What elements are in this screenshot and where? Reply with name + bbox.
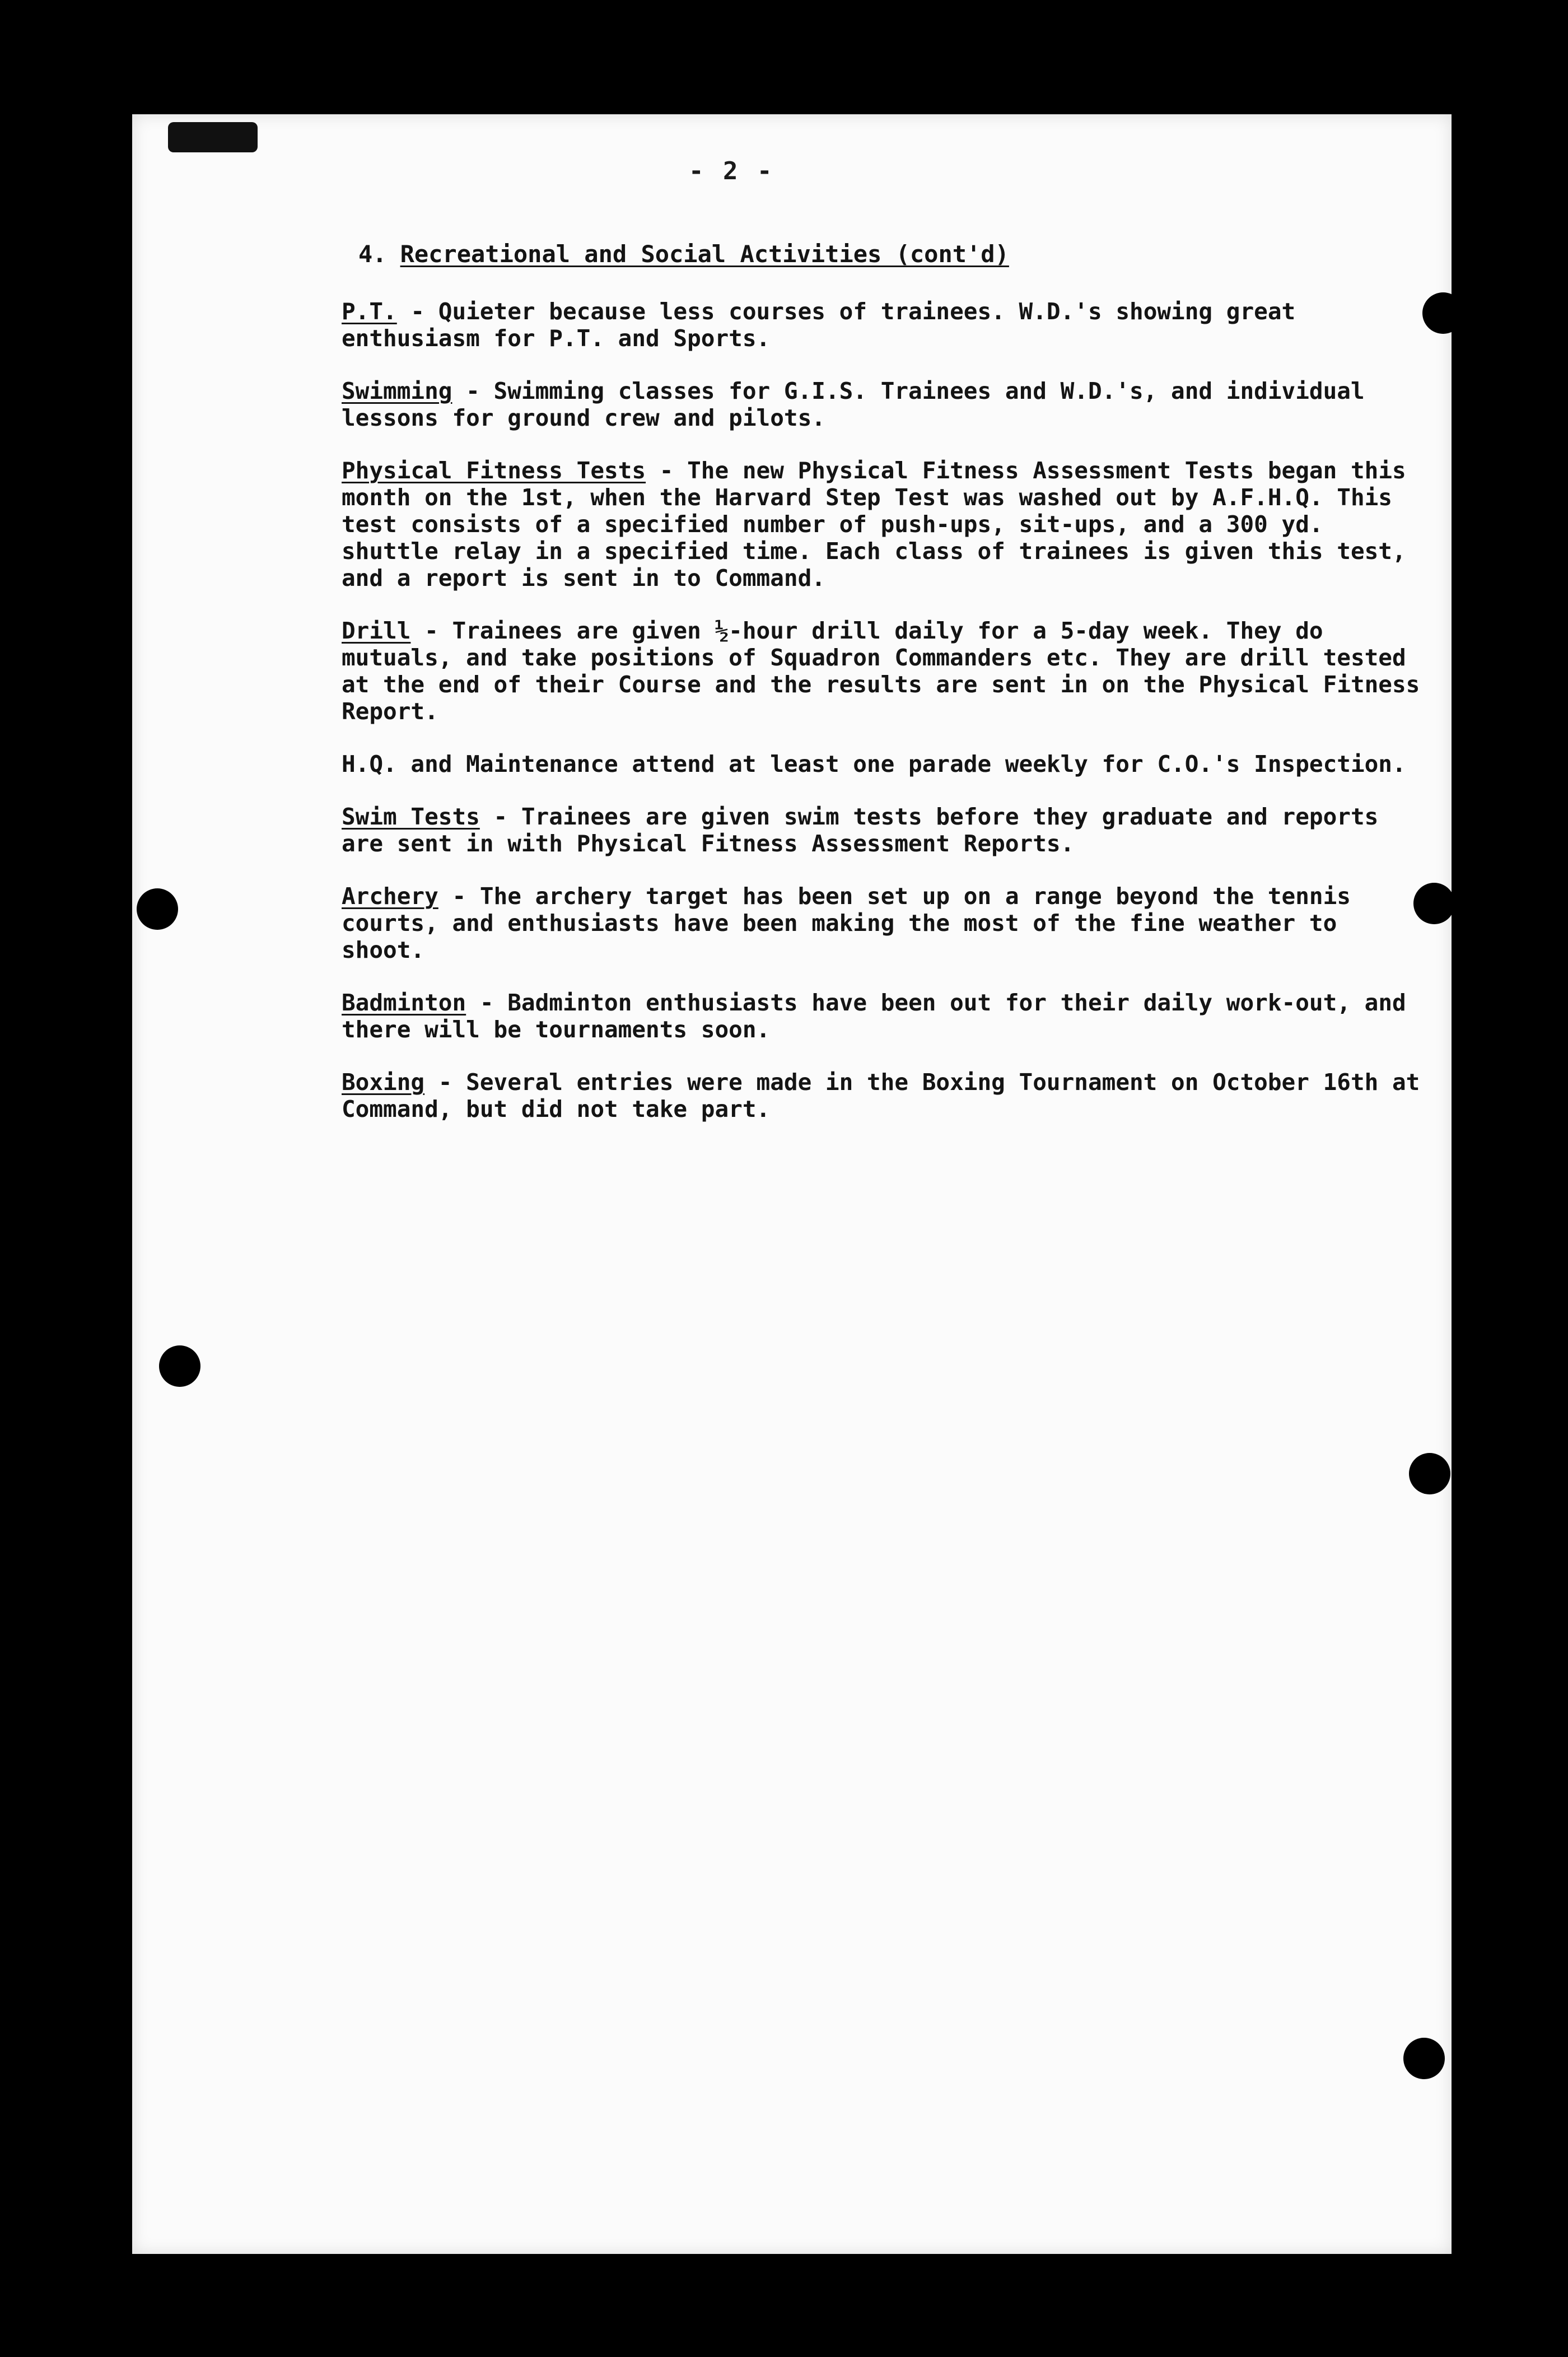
punch-hole-left-1	[137, 888, 178, 930]
paragraph-physical-fitness-tests	[342, 457, 1422, 591]
paragraph-badminton	[342, 989, 1422, 1043]
paragraph-pt	[342, 298, 1422, 352]
section-number: 4.	[358, 240, 387, 268]
document-body	[342, 241, 1422, 1148]
paragraph-text: - Swimming classes for G.I.S. Trainees and W.D.'s, and individual lessons for ground crew and pilots.	[342, 378, 1365, 431]
paragraph-boxing	[342, 1069, 1422, 1122]
section-title: Recreational and Social Activities (cont'd)	[400, 240, 1009, 268]
paragraph-text: - Quieter because less courses of trainees. W.D.'s showing great enthusiasm for P.T. and Sports.	[342, 298, 1296, 352]
paragraph-heading: Physical Fitness Tests	[342, 457, 646, 484]
corner-mark	[168, 122, 258, 152]
paragraph-text: - Trainees are given swim tests before they graduate and reports are sent in with Physical Fitness Assessment Reports.	[342, 803, 1379, 857]
paragraph-text: - The archery target has been set up on a range beyond the tennis courts, and enthusiasts have been making the most of the fine weather to shoot.	[342, 883, 1351, 963]
paragraph-drill	[342, 617, 1422, 725]
section-heading	[358, 241, 1422, 268]
punch-hole-right-1	[1422, 292, 1464, 334]
paragraph-heading: Swim Tests	[342, 803, 480, 830]
paragraph-text: - Several entries were made in the Boxing Tournament on October 16th at Command, but did not take part.	[342, 1069, 1420, 1122]
paragraph-heading: Boxing	[342, 1069, 425, 1096]
paragraph-heading: Swimming	[342, 378, 452, 404]
paragraph-text: H.Q. and Maintenance attend at least one parade weekly for C.O.'s Inspection.	[342, 751, 1406, 777]
paragraph-text: - The new Physical Fitness Assessment Tests began this month on the 1st, when the Harvard Step Test was washed out by A.F.H.Q. This test consists of a specified number of push-ups, sit-ups, and a 300 yd. shuttle relay in a specified time. Each class of trainees is given this test, and a report is sent in to Command.	[342, 457, 1406, 591]
punch-hole-right-3	[1409, 1453, 1450, 1494]
paragraph-heading: Archery	[342, 883, 438, 910]
punch-hole-left-2	[159, 1345, 200, 1387]
paragraph-swimming	[342, 378, 1422, 431]
paragraph-archery	[342, 883, 1422, 963]
paragraph-heading: Badminton	[342, 989, 466, 1016]
paragraph-heading: P.T.	[342, 298, 397, 325]
page-number: - 2 -	[689, 157, 774, 185]
punch-hole-right-4	[1403, 2038, 1445, 2079]
paragraph-text: - Trainees are given ½-hour drill daily for a 5-day week. They do mutuals, and take positions of Squadron Commanders etc. They are drill tested at the end of their Course and the results are sent in on the Physical Fitness Report.	[342, 617, 1420, 725]
paragraph-text: - Badminton enthusiasts have been out for their daily work-out, and there will be tournaments soon.	[342, 989, 1406, 1043]
paragraph-swim-tests	[342, 803, 1422, 857]
paragraph-hq-maintenance	[342, 751, 1422, 777]
paragraph-heading: Drill	[342, 617, 411, 644]
